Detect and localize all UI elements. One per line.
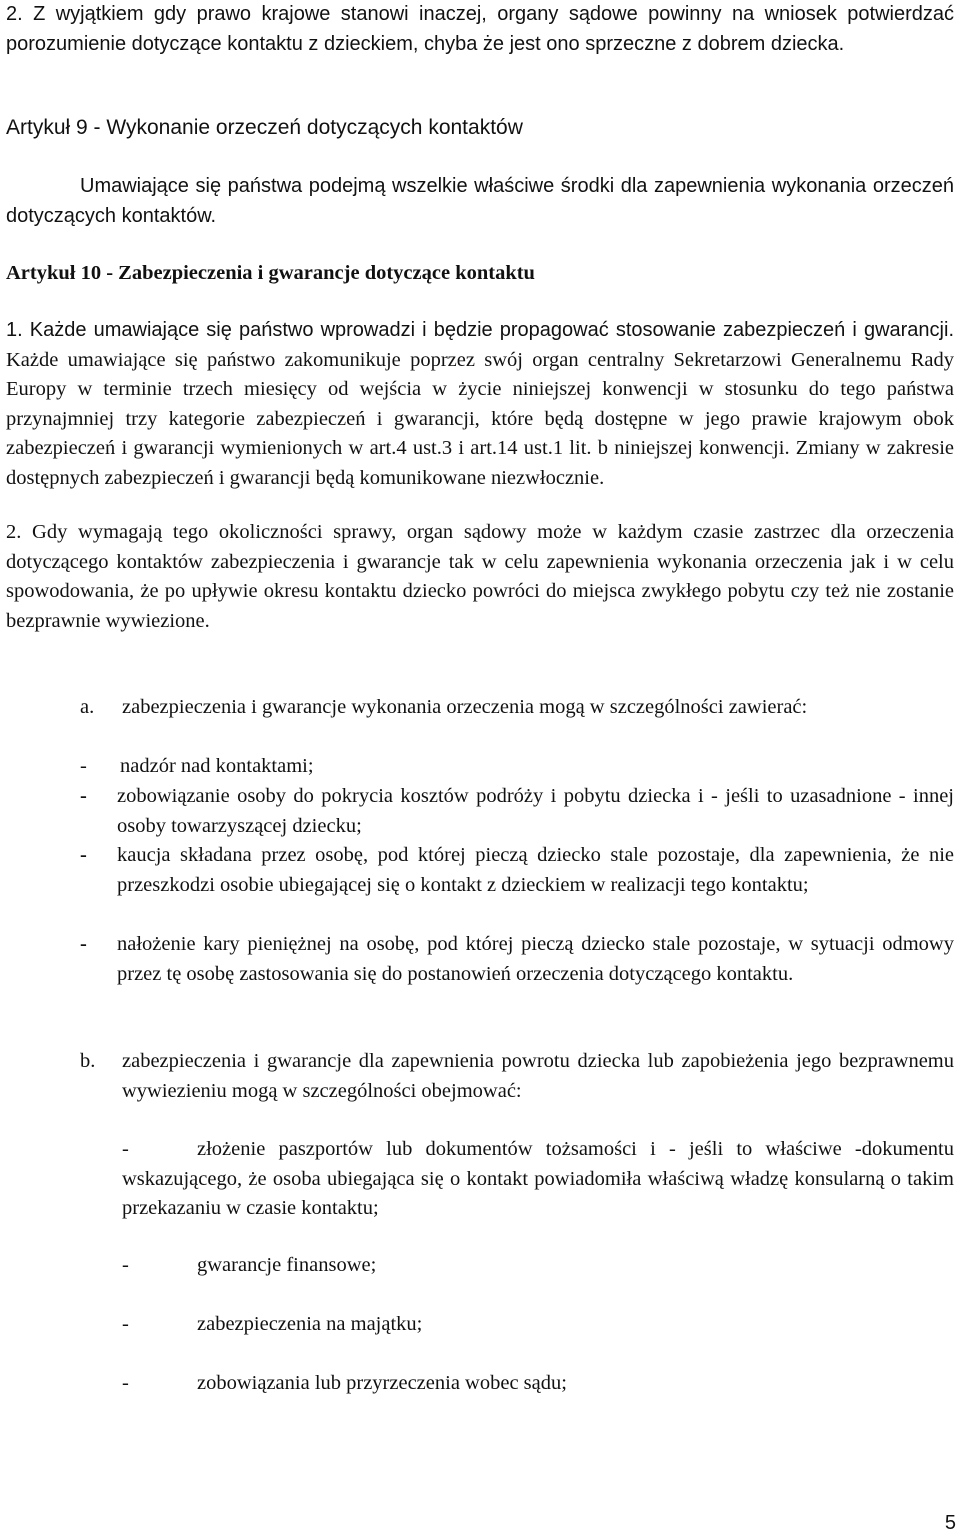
a-item-1-text: nadzór nad kontaktami; — [120, 755, 314, 777]
b-item-1-dash: - — [122, 1138, 129, 1160]
b-item-4-text: zobowiązania lub przyrzeczenia wobec sądu; — [197, 1372, 567, 1394]
a-item-4-text: nałożenie kary pieniężnej na osobę, pod której pieczą dziecko stale pozostaje, w sytuacji odmowy przez tę osobę zastosowania się do postanowień orzeczenia dotyczącego kontaktu. — [117, 933, 954, 985]
b-item-3-dash: - — [122, 1313, 129, 1335]
a-item-1-dash: - — [80, 755, 87, 777]
article-9-body: Umawiające się państwa podejmą wszelkie właściwe środki dla zapewnienia wykonania orzeczeń dotyczących kontaktów. — [6, 175, 954, 227]
paragraph-1-rest: Każde umawiające się państwo zakomunikuje poprzez swój organ centralny Sekretarzowi Generalnemu Rady Europy w terminie trzech miesięcy od wejścia w życie niniejszej konwencji w stosunku do tego państwa przynajmniej trzy kategorie zabezpieczeń i gwarancji, które będą dostępne w jego prawie krajowym obok zabezpieczeń i gwarancji wymienionych w art.4 ust.3 i art.14 ust.1 lit. b niniejszej konwencji. Zmiany w zakresie dostępnych zabezpieczeń i gwarancji będą komunikowane niezwłocznie. — [6, 348, 954, 489]
b-item-4-dash: - — [122, 1372, 129, 1394]
b-item-2-text: gwarancje finansowe; — [197, 1254, 377, 1276]
a-item-3-text: kaucja składana przez osobę, pod której pieczą dziecko stale pozostaje, dla zapewnienia, że nie przeszkodzi osobie ubiegającej się o kontakt z dzieckiem w realizacji tego kontaktu; — [117, 844, 954, 896]
paragraph-1-lead: 1. Każde umawiające się państwo wprowadzi i będzie propagować stosowanie zabezpieczeń i gwarancji. — [6, 319, 954, 341]
a-item-3-dash: - — [80, 844, 87, 866]
article-9-heading: Artykuł 9 - Wykonanie orzeczeń dotyczących kontaktów — [6, 116, 523, 139]
a-item-4-dash: - — [80, 933, 87, 955]
b-item-2-dash: - — [122, 1254, 129, 1276]
article-10-paragraph-2: 2. Gdy wymagają tego okoliczności sprawy, organ sądowy może w każdym czasie zastrzec dla orzeczenia dotyczącego kontaktów zabezpieczenia i gwarancje tak w celu zapewnienia wykonania orzeczenia jak i w celu spowodowania, że po upływie okresu kontaktu dziecko powróci do miejsca zwykłego pobytu czy też nie zostanie bezprawnie wywiezione. — [6, 521, 954, 632]
section-b-marker: b. — [80, 1050, 96, 1072]
section-a-marker: a. — [80, 696, 95, 718]
page-number: 5 — [944, 1512, 956, 1534]
b-item-3-text: zabezpieczenia na majątku; — [197, 1313, 423, 1335]
b-item-1-text: złożenie paszportów lub dokumentów tożsamości i - jeśli to właściwe -dokumentu wskazującego, że osoba ubiegająca się o kontakt powiadomiła właściwą władzę konsularną o takim przekazaniu w czasie kontaktu; — [122, 1138, 954, 1219]
article-10-heading: Artykuł 10 - Zabezpieczenia i gwarancje dotyczące kontaktu — [6, 262, 535, 284]
article-10-paragraph-1 — [6, 316, 954, 493]
section-b-text: zabezpieczenia i gwarancje dla zapewnienia powrotu dziecka lub zapobieżenia jego bezprawnemu wywiezieniu mogą w szczególności obejmować: — [122, 1050, 954, 1102]
section-a-text: zabezpieczenia i gwarancje wykonania orzeczenia mogą w szczególności zawierać: — [122, 696, 808, 718]
intro-paragraph: 2. Z wyjątkiem gdy prawo krajowe stanowi inaczej, organy sądowe powinny na wniosek potwierdzać porozumienie dotyczące kontaktu z dzieckiem, chyba że jest ono sprzeczne z dobrem dziecka. — [6, 3, 954, 55]
a-item-2-dash: - — [80, 785, 87, 807]
a-item-2-text: zobowiązanie osoby do pokrycia kosztów podróży i pobytu dziecka i - jeśli to uzasadnione - innej osoby towarzyszącej dziecku; — [117, 785, 954, 837]
